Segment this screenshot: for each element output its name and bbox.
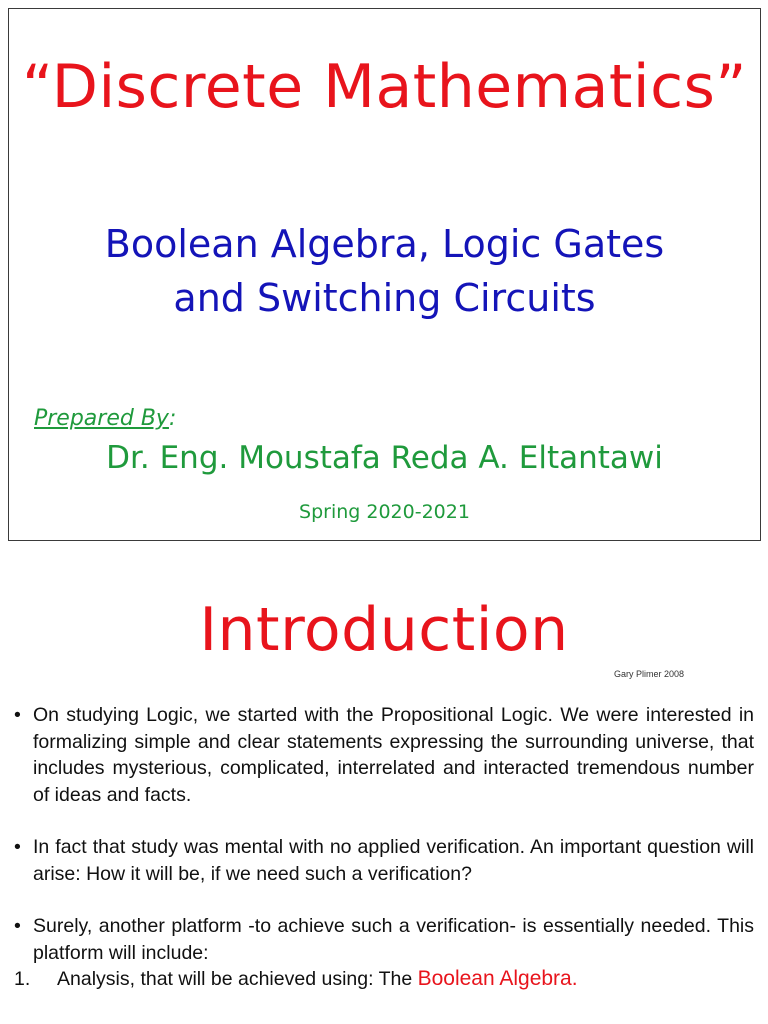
introduction-heading: Introduction: [199, 595, 569, 665]
bullet-text: In fact that study was mental with no applied verification. An important question will arise: How it will be, if we need such a verification?: [33, 836, 754, 885]
image-credit: Gary Plimer 2008: [614, 669, 685, 679]
slide-title: “Discrete Mathematics”: [22, 52, 747, 122]
author-name: Dr. Eng. Moustafa Reda A. Eltantawi: [106, 440, 663, 476]
bullet-item-2: [14, 834, 754, 887]
term-label: Spring 2020-2021: [299, 501, 470, 523]
bullet-item-3: [14, 913, 754, 966]
bullet-dot: •: [14, 836, 21, 858]
title-slide: [8, 8, 761, 541]
subtitle-line-1: Boolean Algebra, Logic Gates: [104, 222, 665, 266]
prepared-by-text: Prepared By: [34, 406, 169, 431]
item-text: Analysis, that will be achieved using: The: [57, 968, 418, 990]
introduction-body: [14, 702, 754, 993]
subtitle-line-2: and Switching Circuits: [173, 276, 596, 320]
bullet-dot: •: [14, 704, 21, 726]
prepared-by-label: [34, 405, 176, 433]
item-number: 1.: [14, 968, 31, 990]
bullet-dot: •: [14, 915, 21, 937]
slide-subtitle: [9, 217, 760, 325]
prepared-by-colon: :: [168, 406, 177, 431]
numbered-item-1: [14, 966, 754, 993]
boolean-algebra-highlight: Boolean Algebra.: [417, 967, 578, 990]
bullet-text: Surely, another platform -to achieve such a verification- is essentially needed. This platform will include:: [33, 915, 754, 964]
bullet-text: On studying Logic, we started with the Propositional Logic. We were interested in formalizing simple and clear statements expressing the surrounding universe, that includes mysterious, complicated, interrelated and interacted tremendous number of ideas and facts.: [33, 704, 754, 806]
bullet-item-1: [14, 702, 754, 808]
